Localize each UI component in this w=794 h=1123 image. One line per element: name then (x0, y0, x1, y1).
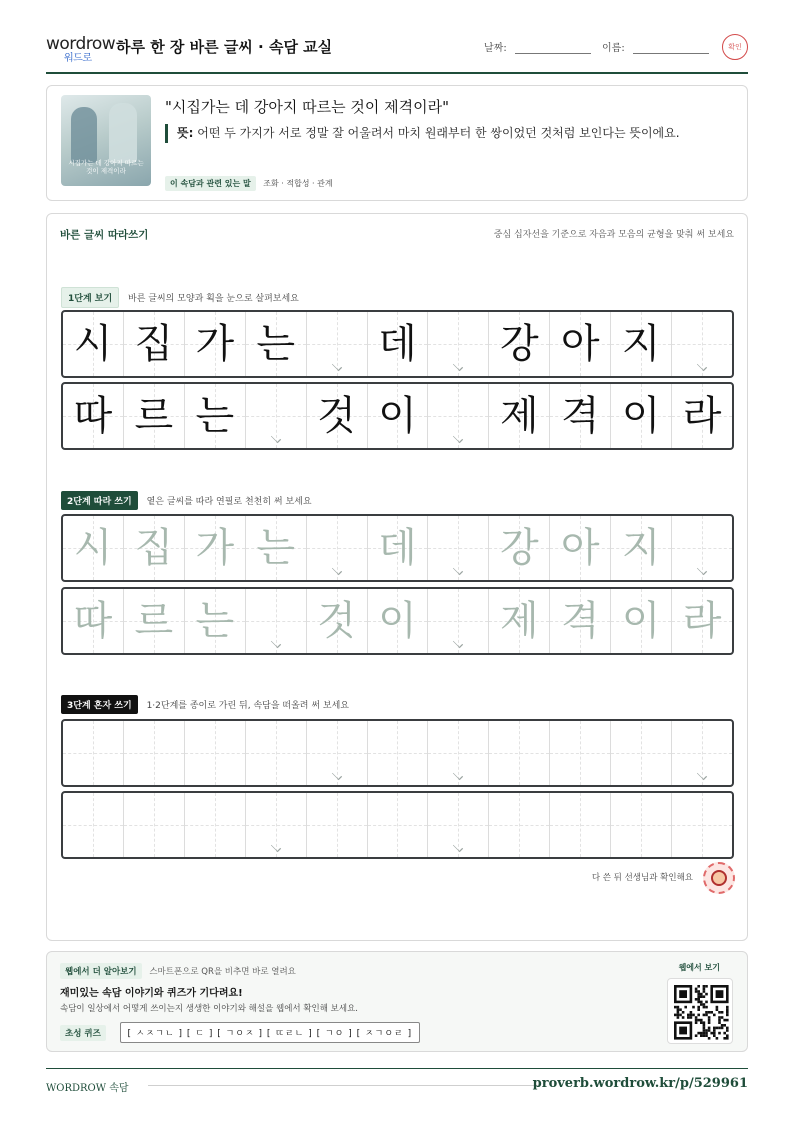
grid-character: 지 (621, 321, 661, 367)
grid-cell[interactable] (185, 793, 246, 857)
grid-cell[interactable] (611, 516, 672, 580)
step3-header (61, 695, 349, 714)
space-mark-icon (453, 770, 463, 780)
grid-cell (246, 312, 307, 376)
page-title: 하루 한 장 바른 글씨 · 속담 교실 (116, 38, 333, 56)
grid-cell (489, 384, 550, 448)
trace-row-2[interactable] (61, 587, 734, 655)
grid-character: 이 (378, 598, 417, 644)
grid-cell[interactable] (489, 589, 550, 653)
grid-character: 이 (378, 393, 417, 439)
related-label: 이 속담과 관련 있는 말 (165, 176, 256, 191)
space-mark-icon (453, 565, 463, 575)
grid-cell (489, 312, 550, 376)
step1-header (61, 287, 299, 308)
logo-text: wordrow (46, 34, 116, 54)
page-header (46, 28, 748, 74)
grid-character: 것 (317, 598, 356, 644)
meaning-label: 뜻: (177, 126, 194, 140)
grid-cell[interactable] (246, 793, 307, 857)
grid-character: 지 (621, 525, 661, 571)
grid-cell (307, 312, 368, 376)
teacher-check-text: 다 쓴 뒤 선생님과 확인해요 (591, 873, 693, 883)
date-field[interactable] (484, 39, 591, 54)
grid-cell[interactable] (307, 793, 368, 857)
space-mark-icon (453, 361, 463, 371)
space-mark-icon (453, 638, 463, 648)
web-headline: 재미있는 속담 이야기와 퀴즈가 기다려요! (60, 988, 243, 999)
grid-cell[interactable] (368, 793, 429, 857)
grid-character: 데 (378, 321, 417, 367)
grid-character: 이 (621, 598, 661, 644)
grid-cell[interactable] (489, 516, 550, 580)
grid-character: 라 (682, 598, 722, 644)
qr-code-icon[interactable] (667, 978, 733, 1044)
space-mark-icon (697, 565, 707, 575)
step1-desc: 바른 글씨의 모양과 획을 눈으로 살펴보세요 (128, 294, 299, 304)
illustration-caption: 시집가는 데 강아지 따르는 것이 제격이라 (68, 159, 144, 175)
qr-code-graphic (668, 979, 734, 1045)
grid-cell[interactable] (368, 589, 429, 653)
view-row-2 (61, 382, 734, 450)
web-badge: 웹에서 더 알아보기 (60, 963, 142, 979)
grid-cell (428, 384, 489, 448)
grid-character: 제 (499, 598, 539, 644)
grid-character: 르 (134, 598, 174, 644)
related-words (165, 176, 333, 191)
grid-cell[interactable] (489, 721, 550, 785)
name-label: 이름: (602, 43, 625, 54)
grid-cell (307, 384, 368, 448)
trace-row-1[interactable] (61, 514, 734, 582)
grid-cell[interactable] (550, 721, 611, 785)
grid-cell (550, 384, 611, 448)
grid-cell (428, 312, 489, 376)
proverb-illustration (61, 95, 151, 186)
grid-cell[interactable] (368, 721, 429, 785)
space-mark-icon (331, 565, 341, 575)
space-mark-icon (697, 770, 707, 780)
grid-character: 따 (73, 393, 113, 439)
grid-cell[interactable] (611, 589, 672, 653)
grid-cell[interactable] (428, 721, 489, 785)
chosung-quiz (60, 1022, 420, 1043)
grid-cell (124, 312, 185, 376)
footer-brand: WORDROW 속담 (46, 1083, 129, 1094)
date-label: 날짜: (484, 43, 507, 54)
grid-cell[interactable] (611, 721, 672, 785)
grid-cell (63, 312, 124, 376)
wordrow-logo (46, 34, 116, 64)
grid-cell (672, 384, 732, 448)
grid-character: 강 (499, 321, 539, 367)
grid-cell[interactable] (428, 793, 489, 857)
quiz-box: [ ㅅㅈㄱㄴ ] [ ㄷ ] [ ㄱㅇㅈ ] [ ㄸㄹㄴ ] [ ㄱㅇ ] [ ㅈㄱㅇㄹ ] (120, 1022, 421, 1043)
grid-cell (368, 312, 429, 376)
grid-cell[interactable] (672, 516, 732, 580)
meaning-text: 어떤 두 가지가 서로 정말 잘 어울려서 마치 원래부터 한 쌍이었던 것처럼 보인다는 뜻이에요. (197, 126, 680, 140)
grid-cell[interactable] (550, 793, 611, 857)
proverb-card (46, 85, 748, 201)
grid-cell (63, 384, 124, 448)
grid-cell[interactable] (63, 516, 124, 580)
grid-character: 데 (378, 525, 417, 571)
grid-cell[interactable] (124, 793, 185, 857)
grid-cell (550, 312, 611, 376)
grid-cell[interactable] (307, 589, 368, 653)
name-field[interactable] (602, 39, 709, 54)
grid-cell[interactable] (428, 516, 489, 580)
practice-title: 바른 글씨 따라쓰기 (60, 229, 149, 241)
space-mark-icon (331, 770, 341, 780)
grid-character: 따 (73, 598, 113, 644)
step2-desc: 옅은 글씨를 따라 연필로 천천히 써 보세요 (146, 497, 312, 507)
quiz-label: 초성 퀴즈 (60, 1025, 106, 1041)
step2-header (61, 491, 312, 510)
view-row-1 (61, 310, 734, 378)
grid-cell[interactable] (368, 516, 429, 580)
practice-hint: 중심 십자선을 기준으로 자음과 모음의 균형을 맞춰 써 보세요 (493, 230, 734, 240)
grid-character: 아 (560, 321, 600, 367)
grid-character: 르 (134, 393, 174, 439)
grid-character: 제 (499, 393, 539, 439)
grid-character: 는 (256, 321, 295, 367)
grid-cell[interactable] (246, 721, 307, 785)
web-description: 속담이 일상에서 어떻게 쓰이는지 생생한 이야기와 해설을 웹에서 확인해 보세요. (60, 1004, 358, 1014)
step1-badge: 1단계 보기 (61, 287, 119, 308)
proverb-meaning (165, 124, 725, 143)
logo-subtext: 워드로 (64, 53, 92, 64)
check-stamp-icon (722, 34, 748, 60)
step3-desc: 1·2단계를 종이로 가린 뒤, 속담을 떠올려 써 보세요 (146, 701, 349, 711)
grid-cell (611, 312, 672, 376)
grid-cell[interactable] (550, 589, 611, 653)
grid-character: 집 (134, 525, 174, 571)
grid-character: 가 (195, 321, 235, 367)
grid-cell[interactable] (550, 516, 611, 580)
practice-section (46, 213, 748, 941)
grid-cell[interactable] (611, 793, 672, 857)
grid-cell[interactable] (185, 516, 246, 580)
grid-character: 격 (560, 598, 600, 644)
grid-character: 이 (621, 393, 661, 439)
grid-character: 라 (682, 393, 722, 439)
space-mark-icon (271, 433, 281, 443)
grid-cell[interactable] (63, 793, 124, 857)
qr-label: 웹에서 보기 (678, 963, 720, 972)
grid-cell[interactable] (672, 589, 732, 653)
grid-character: 가 (195, 525, 235, 571)
grid-cell (124, 384, 185, 448)
grid-cell[interactable] (63, 721, 124, 785)
grid-cell[interactable] (246, 589, 307, 653)
space-mark-icon (697, 361, 707, 371)
grid-character: 는 (256, 525, 295, 571)
free-write-row-2[interactable] (61, 791, 734, 859)
grid-character: 것 (317, 393, 356, 439)
grid-cell[interactable] (124, 589, 185, 653)
grid-character: 강 (499, 525, 539, 571)
web-section (46, 951, 748, 1052)
space-mark-icon (453, 842, 463, 852)
grid-character: 집 (134, 321, 174, 367)
step2-badge: 2단계 따라 쓰기 (61, 491, 138, 510)
grid-cell[interactable] (124, 516, 185, 580)
grid-cell[interactable] (246, 516, 307, 580)
grid-cell[interactable] (124, 721, 185, 785)
proverb-title: "시집가는 데 강아지 따르는 것이 제격이라" (165, 98, 449, 116)
grid-cell[interactable] (307, 516, 368, 580)
grid-character: 는 (195, 393, 235, 439)
grid-cell (368, 384, 429, 448)
grid-character: 아 (560, 525, 600, 571)
grid-cell (246, 384, 307, 448)
grid-cell[interactable] (672, 793, 732, 857)
grid-cell (185, 384, 246, 448)
teacher-stamp-icon (703, 862, 735, 894)
grid-cell[interactable] (307, 721, 368, 785)
grid-cell[interactable] (63, 589, 124, 653)
web-badge-desc: 스마트폰으로 QR을 비추면 바로 열려요 (149, 967, 296, 977)
space-mark-icon (271, 638, 281, 648)
grid-cell[interactable] (428, 589, 489, 653)
stamp-label: 확인 (728, 43, 742, 51)
grid-cell (672, 312, 732, 376)
space-mark-icon (331, 361, 341, 371)
grid-cell[interactable] (489, 793, 550, 857)
grid-character: 는 (195, 598, 235, 644)
free-write-row-1[interactable] (61, 719, 734, 787)
related-list: 조화 · 적합성 · 관계 (263, 179, 333, 188)
grid-cell[interactable] (672, 721, 732, 785)
grid-character: 격 (560, 393, 600, 439)
page-footer (46, 1068, 748, 1098)
web-badge-row (60, 963, 296, 979)
grid-character: 시 (73, 525, 113, 571)
grid-cell (185, 312, 246, 376)
space-mark-icon (271, 842, 281, 852)
grid-character: 시 (73, 321, 113, 367)
grid-cell[interactable] (185, 721, 246, 785)
grid-cell (611, 384, 672, 448)
step3-badge: 3단계 혼자 쓰기 (61, 695, 138, 714)
space-mark-icon (453, 433, 463, 443)
grid-cell[interactable] (185, 589, 246, 653)
footer-url[interactable]: proverb.wordrow.kr/p/529961 (532, 1076, 748, 1091)
